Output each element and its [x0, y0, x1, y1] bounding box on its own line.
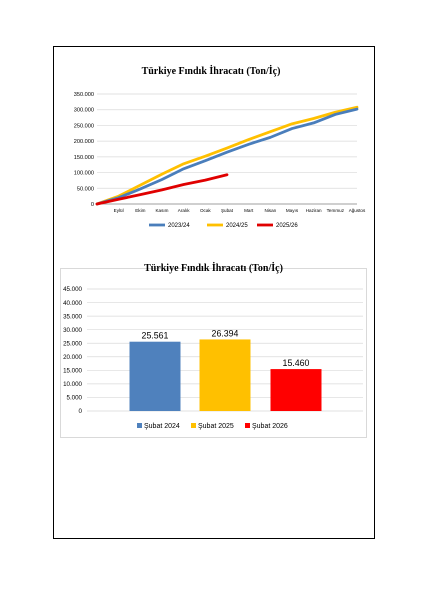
y-tick-label: 350.000 — [73, 92, 94, 98]
legend-label: 2024/25 — [226, 223, 248, 230]
y-tick-label: 45.000 — [63, 286, 82, 294]
y-tick-label: 5.000 — [66, 394, 82, 402]
y-tick-label: 300.000 — [73, 107, 94, 114]
legend-swatch — [245, 423, 250, 428]
x-tick-label: Kasım — [155, 208, 169, 213]
y-tick-label: 30.000 — [63, 326, 82, 334]
x-tick-label: Mart — [244, 208, 254, 213]
line-chart-title: Türkiye Fındık İhracatı (Ton/İç) — [141, 66, 281, 77]
bar — [200, 339, 251, 411]
y-tick-label: 0 — [90, 202, 94, 208]
legend-swatch — [137, 423, 142, 428]
bar-chart-panel — [60, 263, 367, 438]
legend-label: Şubat 2025 — [198, 423, 234, 430]
y-tick-label: 150.000 — [73, 154, 94, 161]
y-tick-label: 20.000 — [63, 353, 82, 361]
bar — [130, 342, 181, 411]
x-tick-label: Eylül — [113, 208, 124, 213]
x-tick-label: Ağustos — [348, 208, 366, 213]
y-tick-label: 25.000 — [63, 340, 82, 348]
x-tick-label: Ekim — [135, 208, 146, 213]
x-tick-label: Haziran — [305, 208, 322, 213]
legend-label: Şubat 2026 — [252, 423, 288, 430]
y-tick-label: 10.000 — [63, 381, 82, 389]
legend-label: 2023/24 — [168, 223, 190, 230]
y-tick-label: 250.000 — [73, 123, 94, 130]
y-tick-label: 200.000 — [73, 139, 94, 146]
legend-label: 2025/26 — [276, 223, 298, 230]
y-tick-label: 100.000 — [73, 170, 94, 177]
x-tick-label: Aralık — [177, 208, 190, 213]
y-tick-label: 15.000 — [63, 367, 82, 375]
x-tick-label: Temmuz — [326, 208, 345, 213]
x-tick-label: Ocak — [199, 208, 211, 213]
y-tick-label: 50.000 — [76, 186, 94, 193]
data-label: 26.394 — [211, 328, 239, 339]
data-label: 15.460 — [282, 358, 310, 369]
bar-chart — [61, 269, 368, 439]
y-tick-label: 40.000 — [63, 299, 82, 307]
x-tick-label: Şubat — [220, 208, 234, 213]
bar-chart-title: Türkiye Fındık İhracatı (Ton/İç) — [144, 263, 283, 274]
x-tick-label: Nisan — [264, 208, 277, 213]
legend-swatch — [191, 423, 196, 428]
bar — [271, 369, 322, 411]
x-tick-label: Mayıs — [285, 208, 299, 213]
y-tick-label: 35.000 — [63, 313, 82, 321]
y-tick-label: 0 — [78, 408, 82, 416]
legend-label: Şubat 2024 — [144, 423, 180, 430]
line-chart-panel — [61, 58, 366, 236]
line-chart — [61, 58, 366, 236]
data-label: 25.561 — [141, 330, 169, 341]
